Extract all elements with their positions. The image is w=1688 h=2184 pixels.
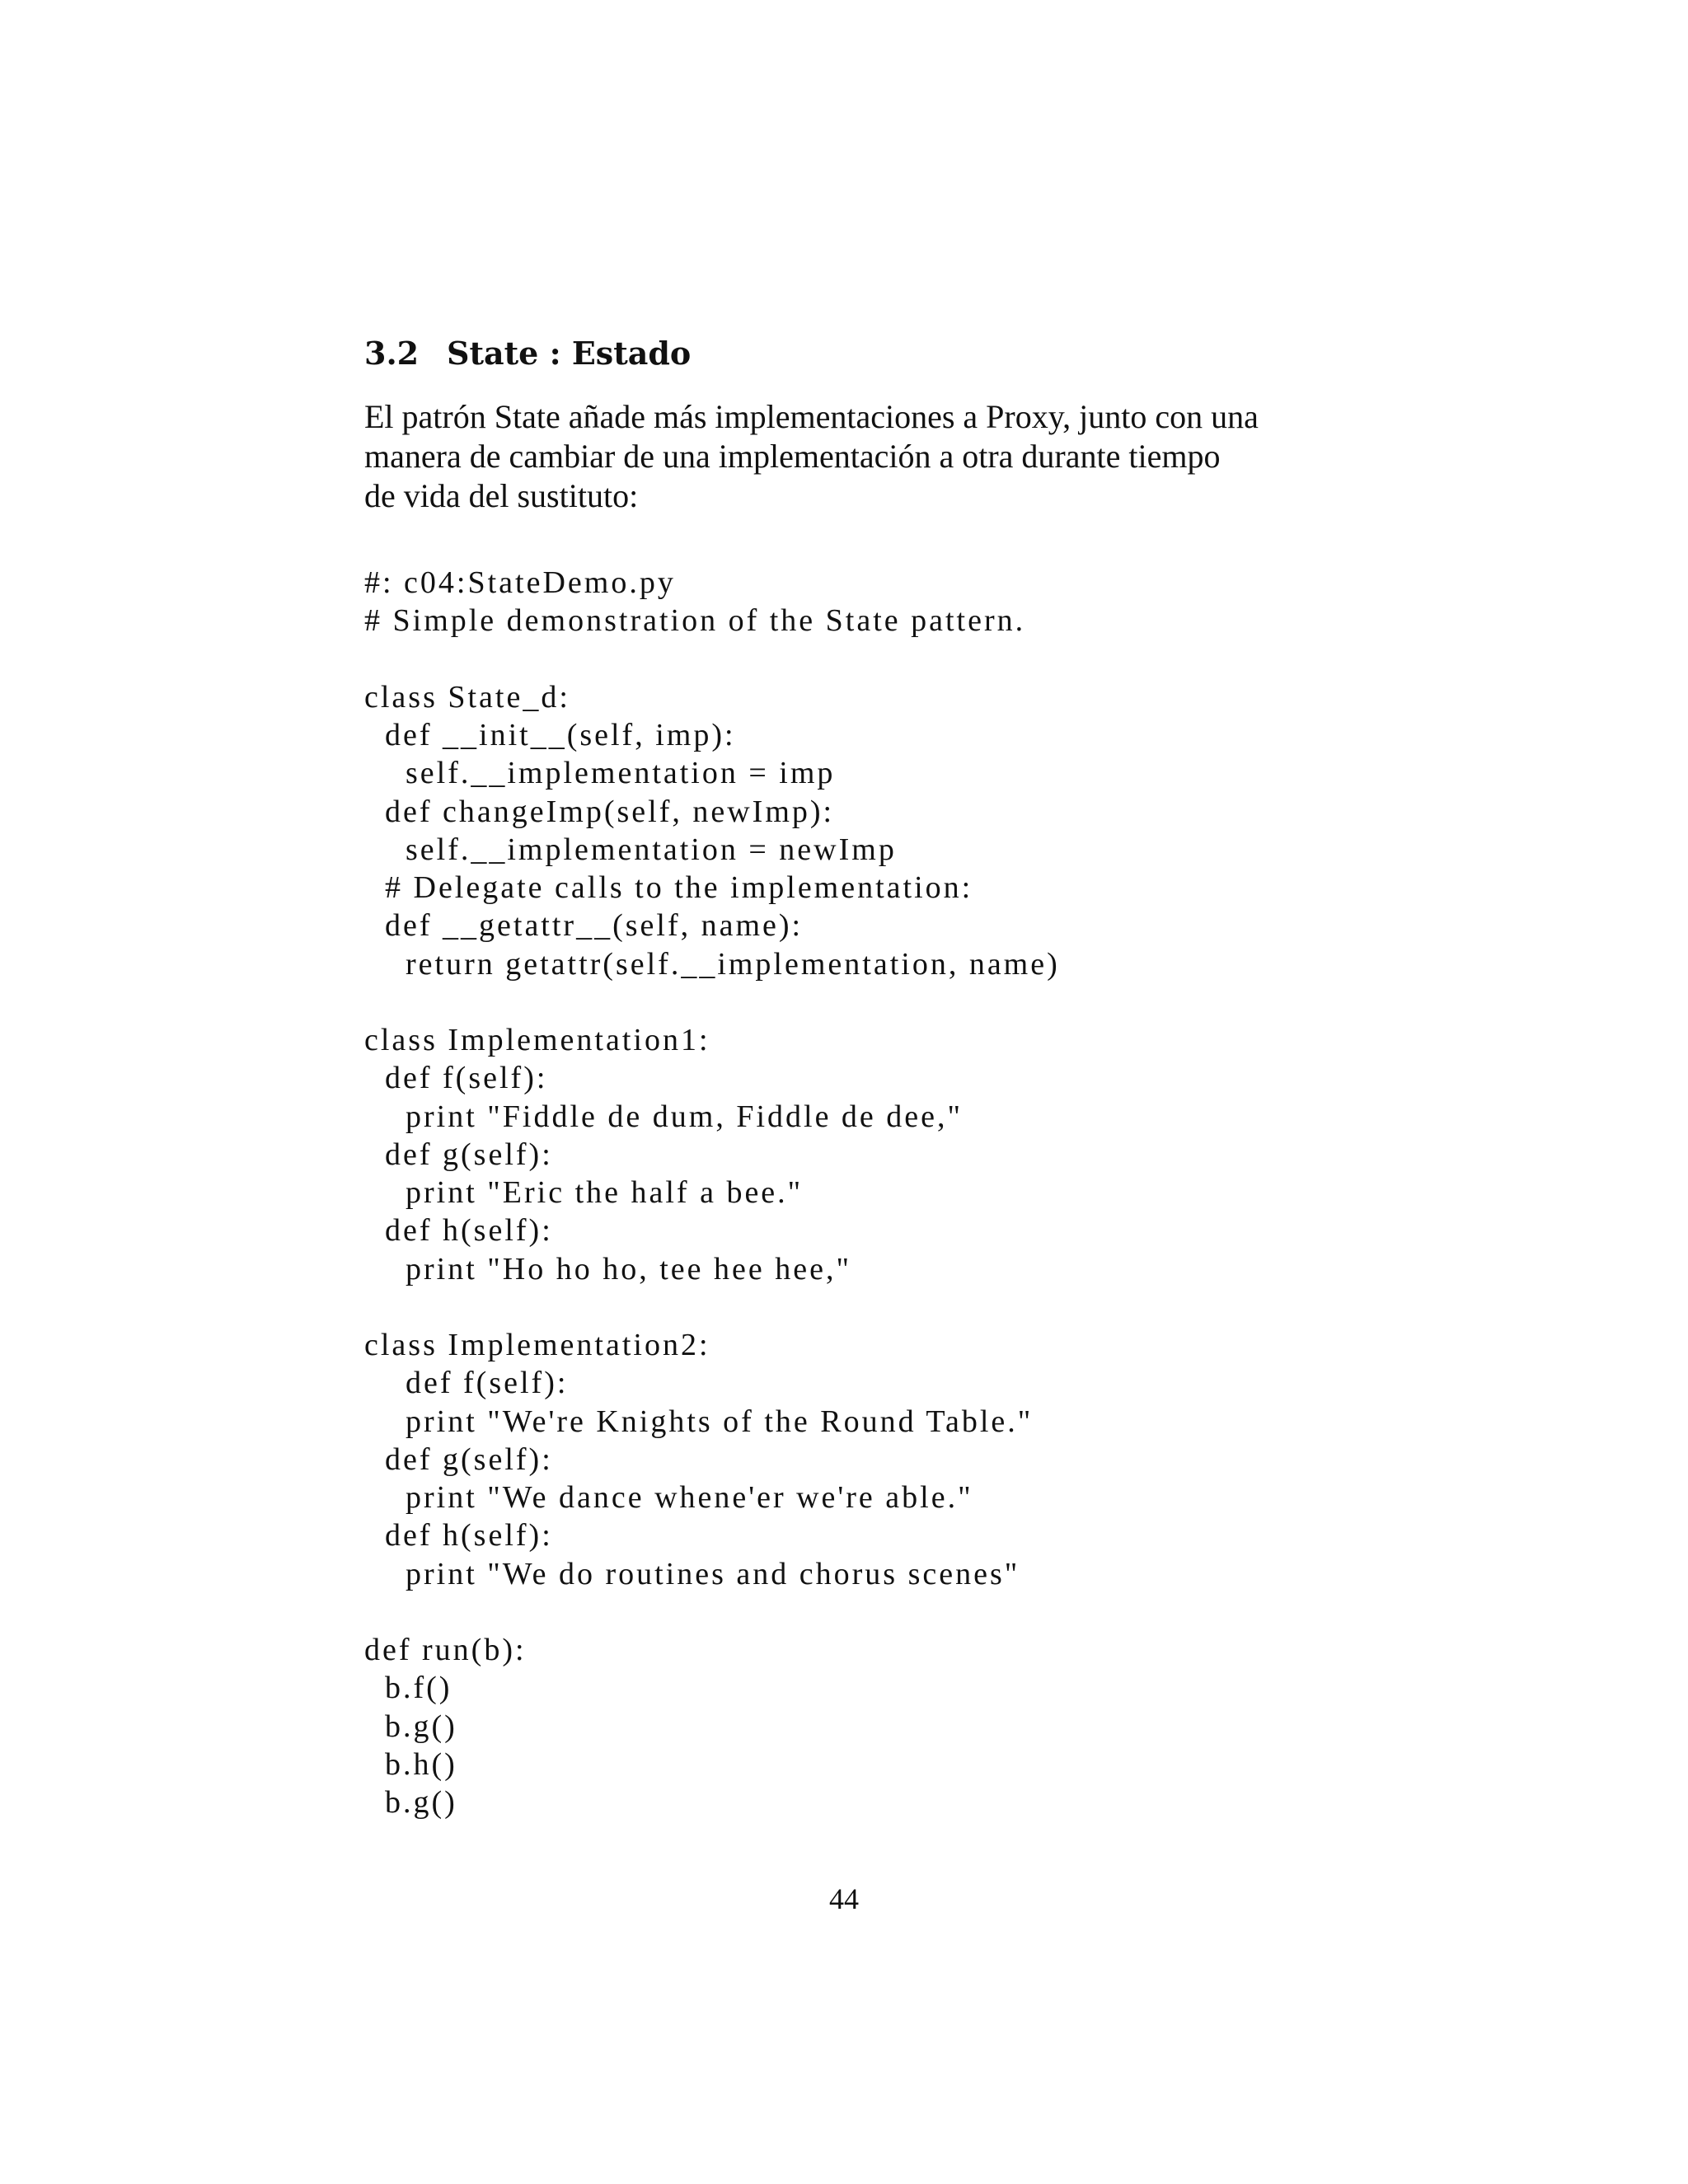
section-heading (364, 333, 691, 374)
code-line: b.h() (364, 1746, 457, 1782)
code-line: def g(self): (364, 1137, 553, 1172)
code-line: print "We dance whene'er we're able." (364, 1480, 973, 1515)
code-line: def f(self): (364, 1061, 548, 1096)
code-line: def __init__(self, imp): (364, 718, 736, 752)
code-line: def run(b): (364, 1633, 527, 1667)
code-line (364, 640, 1353, 678)
code-line: print "Fiddle de dum, Fiddle de dee," (364, 1099, 964, 1134)
code-line: def __getattr__(self, name): (364, 908, 804, 944)
section-title: State : Estado (447, 335, 692, 372)
code-line (364, 1288, 1353, 1326)
intro-line: de vida del sustituto: (364, 477, 639, 514)
code-line: return getattr(self.__implementation, name) (364, 946, 1060, 982)
code-line (364, 983, 1353, 1021)
code-line: def changeImp(self, newImp): (364, 794, 835, 829)
code-line (364, 1593, 1353, 1631)
intro-line: manera de cambiar de una implementación a otra durante tiempo (364, 438, 1221, 475)
code-line: self.__implementation = imp (364, 756, 836, 791)
code-line: def h(self): (364, 1213, 553, 1249)
code-line: print "We're Knights of the Round Table." (364, 1404, 1034, 1439)
code-line: class Implementation1: (364, 1023, 710, 1057)
code-line: print "We do routines and chorus scenes" (364, 1556, 1020, 1591)
code-line: #: c04:StateDemo.py (364, 565, 676, 600)
code-line: # Delegate calls to the implementation: (364, 870, 973, 905)
code-line: def h(self): (364, 1518, 553, 1554)
page-number: 44 (829, 1882, 859, 1915)
code-line: print "Ho ho ho, tee hee hee," (364, 1251, 851, 1286)
code-line: b.g() (364, 1708, 457, 1744)
code-line: class Implementation2: (364, 1328, 710, 1362)
code-line: def f(self): (364, 1366, 569, 1401)
code-line: def g(self): (364, 1441, 553, 1477)
code-line: print "Eric the half a bee." (364, 1175, 804, 1210)
code-line: class State_d: (364, 679, 570, 715)
section-number: 3.2 (364, 335, 420, 372)
code-line: self.__implementation = newImp (364, 832, 897, 867)
intro-line: El patrón State añade más implementaciones a Proxy, junto con una (364, 398, 1259, 435)
code-listing (364, 564, 1353, 1821)
code-line: # Simple demonstration of the State pattern. (364, 603, 1026, 639)
code-line: b.f() (364, 1671, 452, 1706)
intro-paragraph (364, 397, 1353, 516)
code-line: b.g() (364, 1785, 457, 1820)
